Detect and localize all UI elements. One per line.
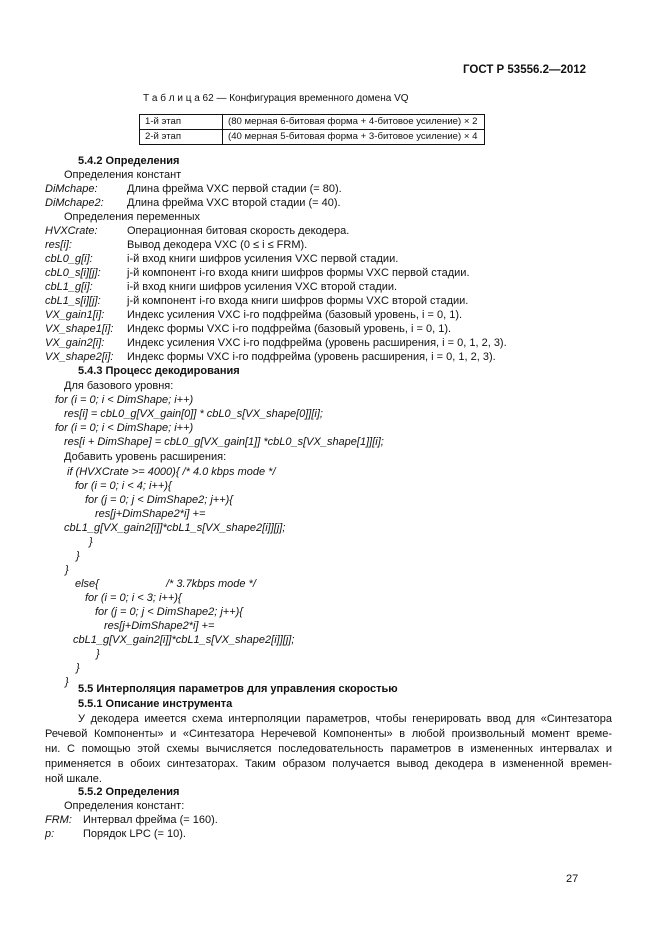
definition-term: cbL1_g[i]: (45, 281, 93, 293)
definition-term: FRM: (45, 814, 72, 826)
section-title-5-4-3: 5.4.3 Процесс декодирования (78, 365, 240, 377)
section-title-5-5-2: 5.5.2 Определения (78, 786, 180, 798)
code-line: for (i = 0; i < DimShape; i++) (55, 394, 194, 406)
definition-text: Индекс формы VXC i-го подфрейма (уровень расширения, i = 0, 1, 2, 3). (127, 351, 496, 363)
table-cell-stage: 1-й этап (140, 115, 223, 130)
code-line: for (j = 0; j < DimShape2; j++){ (85, 494, 233, 506)
base-layer-heading: Для базового уровня: (64, 380, 174, 392)
code-line: else{ (75, 578, 99, 590)
code-line: if (HVXCrate >= 4000){ /* 4.0 kbps mode */ (67, 466, 276, 478)
definition-term: VX_shape1[i]: (45, 323, 114, 335)
document-header: ГОСТ Р 53556.2—2012 (463, 64, 587, 76)
variables-heading: Определения переменных (64, 211, 200, 223)
enhancement-heading: Добавить уровень расширения: (64, 451, 227, 463)
definition-text: j-й компонент i-го входа книги шифров формы VXC второй стадии. (127, 295, 469, 307)
table-cell-config: (80 мерная 6-битовая форма + 4-битовое усиление) × 2 (223, 115, 485, 130)
definition-term: DiMchape2: (45, 197, 104, 209)
definition-text: Порядок LPC (= 10). (83, 828, 186, 840)
definition-term: p: (45, 828, 55, 840)
definition-text: Длина фрейма VXC первой стадии (= 80). (127, 183, 342, 195)
definition-text: j-й компонент i-го входа книги шифров формы VXC первой стадии. (127, 267, 470, 279)
definition-text: Операционная битовая скорость декодера. (127, 225, 350, 237)
paragraph-line: применяется в обоих синтезаторах. Таким образом получается вывод декодера в измененной времен- (45, 758, 612, 770)
definition-term: VX_gain2[i]: (45, 337, 105, 349)
definition-term: DiMchape: (45, 183, 98, 195)
code-comment: /* 3.7kbps mode */ (166, 578, 256, 590)
vq-config-table (139, 114, 485, 145)
paragraph-line: У декодера имеется схема интерполяции параметров, чтобы генерировать ввод для «Синтезатора (78, 713, 612, 725)
definition-text: Индекс усиления VXC i-го подфрейма (уровень расширения, i = 0, 1, 2, 3). (127, 337, 507, 349)
constants-heading: Определения констант (64, 169, 182, 181)
table-row (140, 130, 485, 145)
code-line: res[i] = cbL0_g[VX_gain[0]] * cbL0_s[VX_shape[0]][i]; (64, 408, 323, 420)
code-line: res[j+DimShape2*i] += (104, 620, 215, 632)
definition-text: Вывод декодера VXC (0 ≤ i ≤ FRM). (127, 239, 308, 251)
definition-text: Длина фрейма VXC второй стадии (= 40). (127, 197, 341, 209)
description-paragraph (45, 712, 612, 787)
code-line: cbL1_g[VX_gain2[i]]*cbL1_s[VX_shape2[i]][j]; (64, 522, 286, 534)
definition-term: cbL0_s[i][j]: (45, 267, 101, 279)
definition-term: HVXCrate: (45, 225, 98, 237)
code-line: for (j = 0; j < DimShape2; j++){ (95, 606, 243, 618)
definition-text: Индекс усиления VXC i-го подфрейма (базовый уровень, i = 0, 1). (127, 309, 463, 321)
definition-term: VX_gain1[i]: (45, 309, 105, 321)
section-title-5-5: 5.5 Интерполяция параметров для управления скоростью (78, 683, 398, 695)
table-caption: Т а б л и ц а 62 — Конфигурация временного домена VQ (143, 93, 409, 104)
code-line: res[i + DimShape] = cbL0_g[VX_gain[1]] *cbL0_s[VX_shape[1]][i]; (64, 436, 384, 448)
section-title-5-5-1: 5.5.1 Описание инструмента (78, 698, 233, 710)
section-title-5-4-2: 5.4.2 Определения (78, 155, 180, 167)
definition-term: cbL0_g[i]: (45, 253, 93, 265)
code-line: } (76, 550, 80, 562)
definition-text: Интервал фрейма (= 160). (83, 814, 218, 826)
code-line: } (65, 564, 69, 576)
table-row (140, 115, 485, 130)
code-line: } (89, 536, 93, 548)
definition-term: VX_shape2[i]: (45, 351, 114, 363)
code-line: cbL1_g[VX_gain2[i]]*cbL1_s[VX_shape2[i]][j]; (73, 634, 295, 646)
code-line: res[j+DimShape2*i] += (95, 508, 206, 520)
constants-heading: Определения констант: (64, 800, 185, 812)
code-line: for (i = 0; i < 4; i++){ (75, 480, 172, 492)
page-number: 27 (566, 873, 579, 885)
definition-text: Индекс формы VXC i-го подфрейма (базовый уровень, i = 0, 1). (127, 323, 452, 335)
paragraph-line: ной шкале. (45, 773, 102, 785)
definition-term: cbL1_s[i][j]: (45, 295, 101, 307)
code-line: } (96, 648, 100, 660)
definition-term: res[i]: (45, 239, 72, 251)
code-line: } (65, 676, 69, 688)
definition-text: i-й вход книги шифров усиления VXC второй стадии. (127, 281, 398, 293)
table-cell-stage: 2-й этап (140, 130, 223, 145)
code-line: for (i = 0; i < DimShape; i++) (55, 422, 194, 434)
code-line: for (i = 0; i < 3; i++){ (85, 592, 182, 604)
paragraph-line: Речевой Компоненты» и «Синтезатора Неречевой Компоненты» в любой произвольный момент време- (45, 728, 612, 740)
paragraph-line: ни. С помощью этой схемы вычисляется последовательность параметров в измененных интервалах и (45, 743, 612, 755)
table-cell-config: (40 мерная 5-битовая форма + 3-битовое усиление) × 4 (223, 130, 485, 145)
definition-text: i-й вход книги шифров усиления VXC первой стадии. (127, 253, 399, 265)
code-line: } (76, 662, 80, 674)
